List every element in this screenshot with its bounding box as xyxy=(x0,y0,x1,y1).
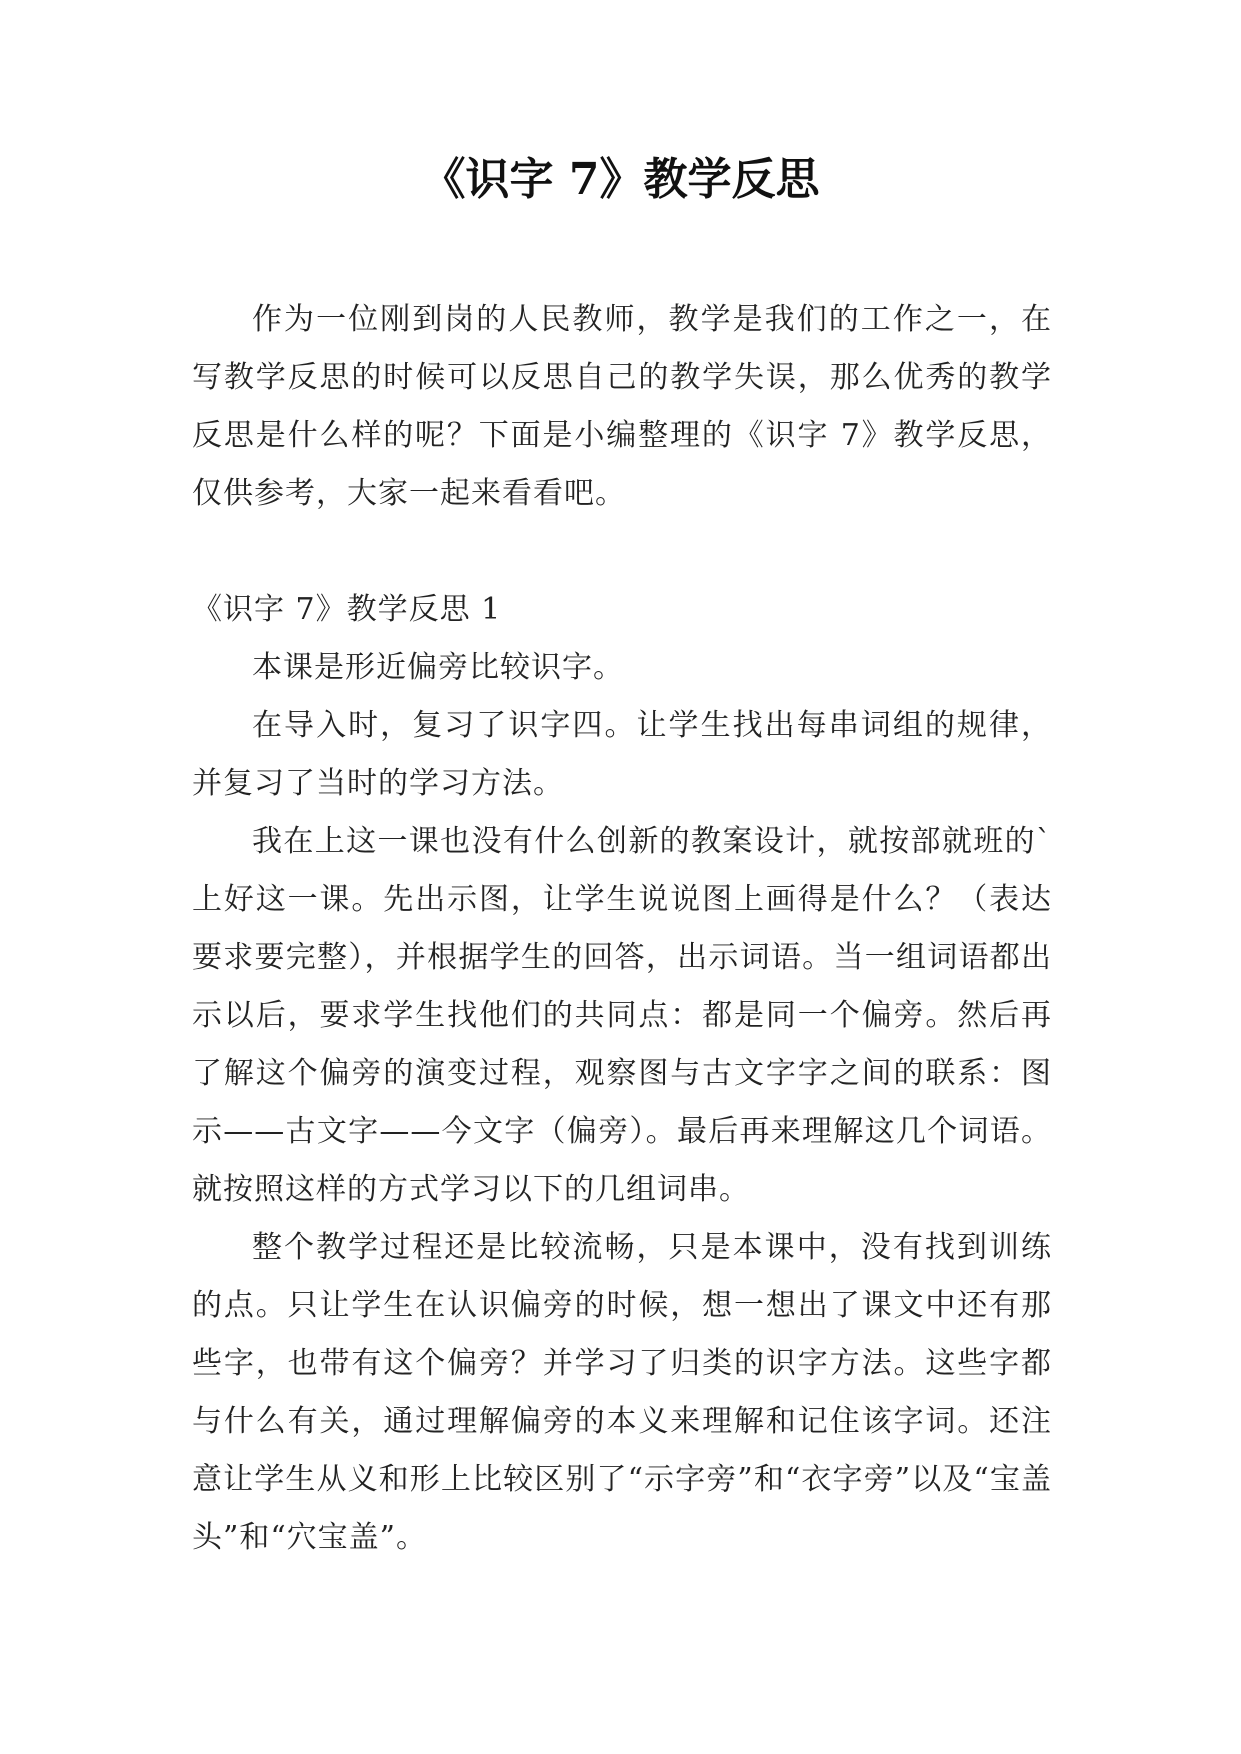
body-paragraph: 我在上这一课也没有什么创新的教案设计，就按部就班的`上好这一课。先出示图，让学生说说图上画得是什么？（表达要求要完整），并根据学生的回答，出示词语。当一组词语都出示以后，要求学生找他们的共同点：都是同一个偏旁。然后再了解这个偏旁的演变过程，观察图与古文字字之间的联系：图示——古文字——今文字（偏旁）。最后再来理解这几个词语。就按照这样的方式学习以下的几组词串。 xyxy=(192,824,1052,1207)
section-heading: 《识字 7》教学反思 1 xyxy=(192,592,502,627)
body-paragraph: 整个教学过程还是比较流畅，只是本课中，没有找到训练的点。只让学生在认识偏旁的时候，想一想出了课文中还有那些字，也带有这个偏旁？并学习了归类的识字方法。这些字都与什么有关，通过理解偏旁的本义来理解和记住该字词。还注意让学生从义和形上比较区别了“示字旁”和“衣字旁”以及“宝盖头”和“穴宝盖”。 xyxy=(192,1230,1052,1555)
document-body xyxy=(192,291,1052,1567)
document-title: 《识字 7》教学反思 xyxy=(421,154,820,205)
intro-paragraph: 作为一位刚到岗的人民教师，教学是我们的工作之一，在写教学反思的时候可以反思自己的教学失误，那么优秀的教学反思是什么样的呢？下面是小编整理的《识字 7》教学反思，仅供参考，大家一起来看看吧。 xyxy=(192,302,1052,511)
body-paragraph: 在导入时，复习了识字四。让学生找出每串词组的规律，并复习了当时的学习方法。 xyxy=(192,708,1052,801)
body-paragraph: 本课是形近偏旁比较识字。 xyxy=(252,650,624,685)
